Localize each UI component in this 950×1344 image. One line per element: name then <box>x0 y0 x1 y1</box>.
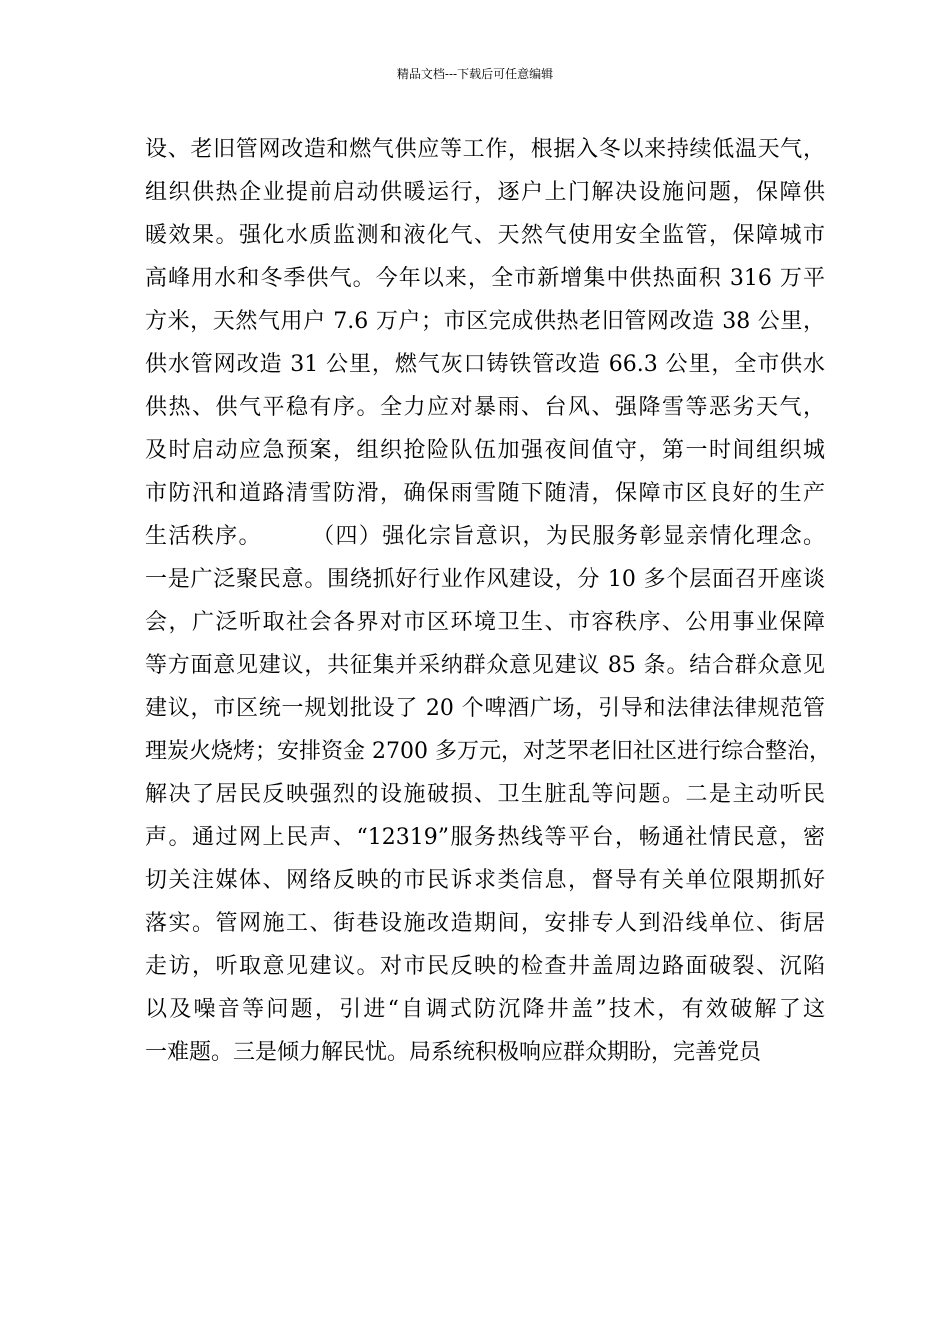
text-line: 暖效果。强化水质监测和液化气、天然气使用安全监管，保障城市 <box>145 223 825 248</box>
text-line: 生活秩序。 （四）强化宗旨意识，为民服务彰显亲情化理念。 <box>145 524 825 549</box>
text-line: 组织供热企业提前启动供暖运行，逐户上门解决设施问题，保障供 <box>145 180 825 205</box>
text-line: 理炭火烧烤；安排资金 2700 多万元，对芝罘老旧社区进行综合整治， <box>145 739 831 764</box>
page-header: 精品文档---下载后可任意编辑 <box>396 67 554 81</box>
text-line: 落实。管网施工、街巷设施改造期间，安排专人到沿线单位、街居 <box>145 911 825 936</box>
text-line: 供水管网改造 31 公里，燃气灰口铸铁管改造 66.3 公里，全市供水 <box>145 352 825 377</box>
text-line: 建议，市区统一规划批设了 20 个啤酒广场，引导和法律法律规范管 <box>145 696 825 721</box>
text-line: 市防汛和道路清雪防滑，确保雨雪随下随清，保障市区良好的生产 <box>145 481 825 506</box>
text-line: 会，广泛听取社会各界对市区环境卫生、市容秩序、公用事业保障 <box>145 610 825 635</box>
text-line: 一是广泛聚民意。围绕抓好行业作风建设，分 10 多个层面召开座谈 <box>145 567 825 592</box>
text-line: 方米，天然气用户 7.6 万户；市区完成供热老旧管网改造 38 公里， <box>145 309 825 334</box>
document-body <box>145 128 831 1074</box>
text-line: 解决了居民反映强烈的设施破损、卫生脏乱等问题。二是主动听民 <box>145 782 825 807</box>
text-line: 以及噪音等问题，引进“自调式防沉降井盖”技术，有效破解了这 <box>145 997 825 1022</box>
text-line: 供热、供气平稳有序。全力应对暴雨、台风、强降雪等恶劣天气， <box>145 395 825 420</box>
text-line: 设、老旧管网改造和燃气供应等工作，根据入冬以来持续低温天气， <box>145 137 825 162</box>
text-line: 及时启动应急预案，组织抢险队伍加强夜间值守，第一时间组织城 <box>145 438 825 463</box>
text-line: 走访，听取意见建议。对市民反映的检查井盖周边路面破裂、沉陷 <box>145 954 825 979</box>
text-line: 一难题。三是倾力解民忧。局系统积极响应群众期盼，完善党员 <box>145 1040 762 1065</box>
text-line: 高峰用水和冬季供气。今年以来，全市新增集中供热面积 316 万平 <box>145 266 825 291</box>
text-line: 切关注媒体、网络反映的市民诉求类信息，督导有关单位限期抓好 <box>145 868 825 893</box>
text-line: 声。通过网上民声、“12319”服务热线等平台，畅通社情民意，密 <box>145 825 825 850</box>
text-line: 等方面意见建议，共征集并采纳群众意见建议 85 条。结合群众意见 <box>145 653 825 678</box>
